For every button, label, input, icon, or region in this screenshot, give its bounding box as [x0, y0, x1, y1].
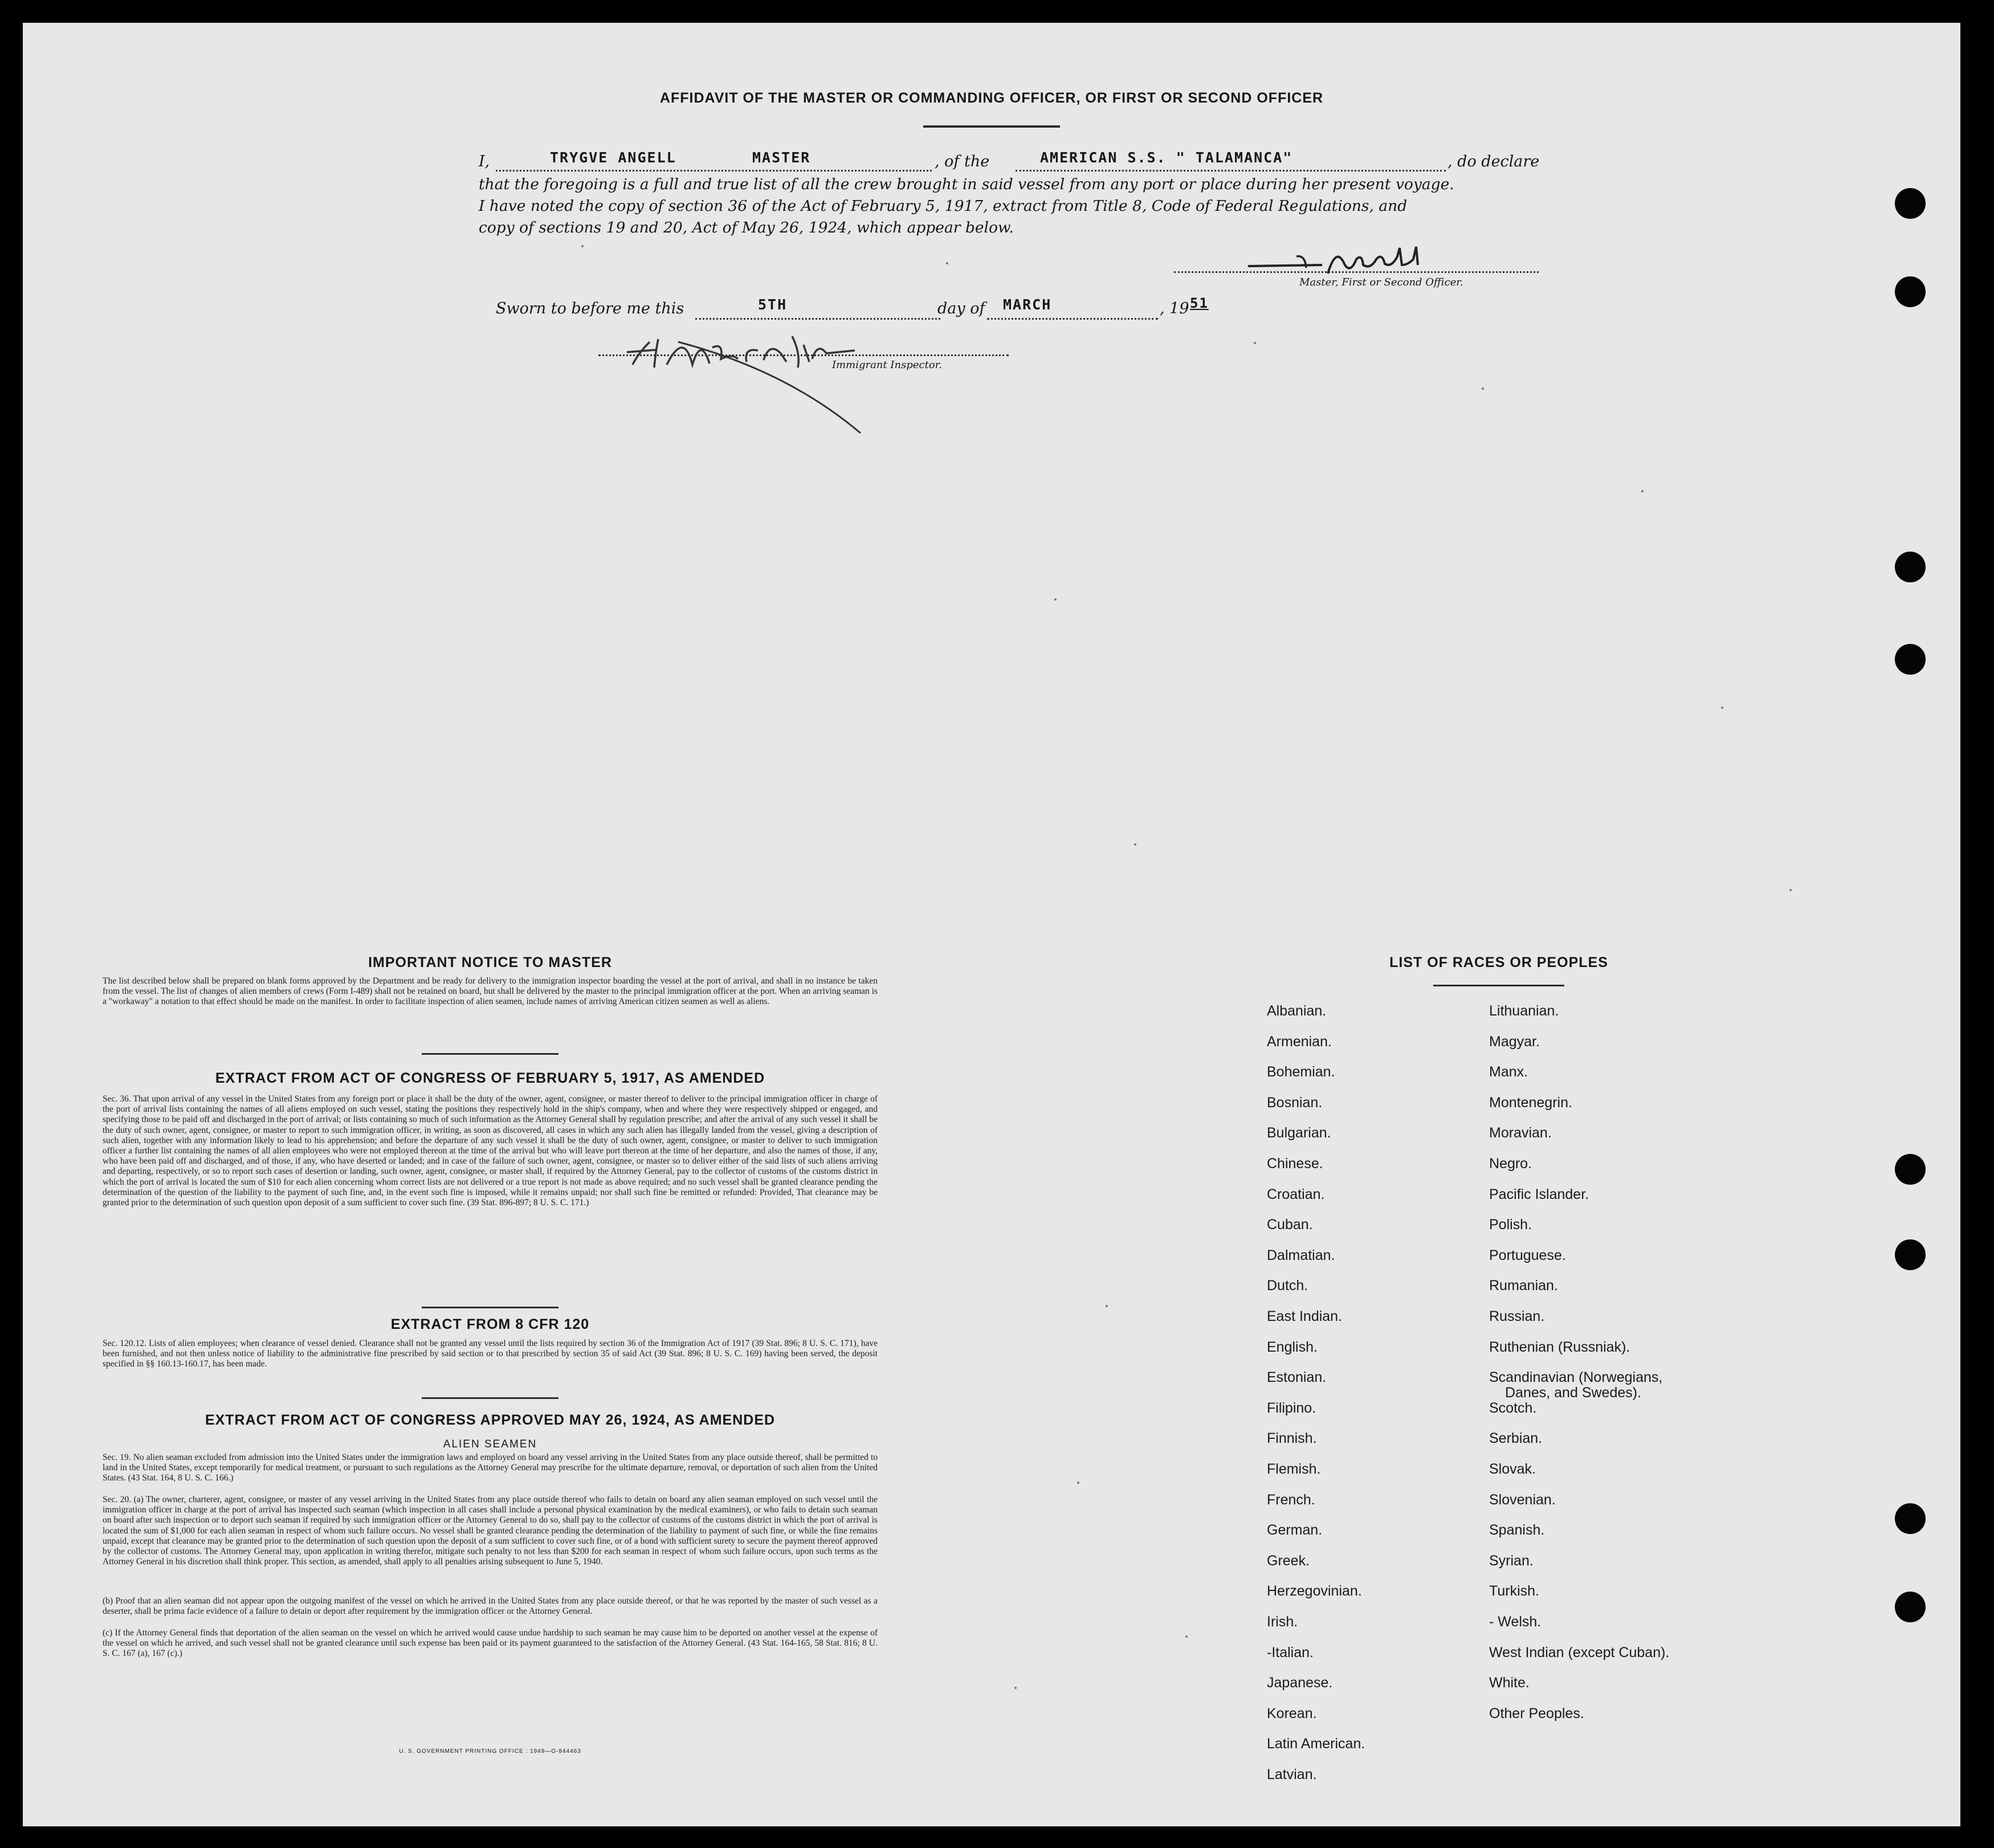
race-item: Portuguese.: [1489, 1247, 1566, 1263]
scan-speck: [1254, 342, 1256, 344]
race-item: Slovenian.: [1489, 1491, 1556, 1508]
i-label: I,: [479, 153, 490, 170]
scan-speck: [1077, 1482, 1079, 1484]
race-item: Latvian.: [1267, 1767, 1317, 1782]
race-item: East Indian.: [1267, 1308, 1343, 1324]
sworn-day: 5TH: [758, 296, 788, 313]
scan-speck: [1185, 1635, 1188, 1638]
race-item: White.: [1489, 1675, 1530, 1691]
race-item: Scotch.: [1489, 1400, 1537, 1416]
race-item: Dalmatian.: [1267, 1247, 1335, 1263]
year-prefix: , 19: [1160, 300, 1189, 317]
inspector-signature: [615, 319, 935, 456]
race-item: Turkish.: [1489, 1583, 1539, 1600]
scan-speck: [1106, 1305, 1108, 1307]
race-item: Bosnian.: [1267, 1094, 1323, 1111]
punch-hole: [1895, 644, 1926, 675]
declaration-line-3: copy of sections 19 and 20, Act of May 26, 1924, which appear below.: [479, 219, 1014, 236]
month-underline: [987, 318, 1158, 320]
race-item: Finnish.: [1267, 1430, 1317, 1447]
scan-speck: [1482, 387, 1484, 390]
race-item: Herzegovinian.: [1267, 1583, 1362, 1600]
extract-1924-sec19: Sec. 19. No alien seaman excluded from admission into the United States under the immigration laws and employed on board any vessel arriving in the United States from any place outside thereof, shall be permitted to land in the United States, except temporarily for medical treatment, or pursuant to such regulations as the Attorney General may prescribe for the ultimate departure, removal, or deportation of such alien from the United States. (43 Stat. 164, 8 U. S. C. 166.): [103, 1453, 878, 1483]
master-rank: MASTER: [752, 149, 811, 166]
scan-speck: [1721, 707, 1723, 709]
punch-hole: [1895, 552, 1926, 582]
alien-seamen-subtitle: ALIEN SEAMEN: [443, 1438, 537, 1450]
of-the-label: , of the: [935, 153, 990, 170]
master-caption: Master, First or Second Officer.: [1299, 276, 1463, 288]
race-item: Bulgarian.: [1267, 1125, 1331, 1141]
notice-text: The list described below shall be prepared on blank forms approved by the Department and be ready for delivery to the immigration inspector boarding the vessel at the port of arrival, and shall in no instance be taken from the vessel. The list of changes of alien members of crews (Form I-489) shall not be retained on board, but shall be delivered by the master to the principal immigration officer at the port. When an arriving seaman is a "workaway" a notation to that effect should be made on the manifest. In order to facilitate inspection of alien seamen, include names of arriving American citizen seamen as well as aliens.: [103, 976, 878, 1007]
race-item: Lithuanian.: [1489, 1003, 1559, 1019]
declaration-line-2: I have noted the copy of section 36 of the Act of February 5, 1917, extract from Title 8, Code of Federal Regulations, and: [479, 197, 1408, 215]
notice-title: IMPORTANT NOTICE TO MASTER: [368, 954, 612, 970]
scan-speck: [946, 262, 948, 264]
extract-1917-text: Sec. 36. That upon arrival of any vessel in the United States from any foreign port or place it shall be the duty of the owner, agent, consignee, or master thereof to deliver to the principal immigration officer in charge of the port of arrival lists containing the names of all aliens employed on such vessel, stating the positions they respectively hold in the ship's company, when and where they were respectively shipped or engaged, and specifying those to be paid off and discharged in the port of arrival; or lists containing so much of such information as the Attorney General shall by regulation prescribe; and after the arrival of any such vessel it shall be the duty of such owner, agent, consignee, or master to report to such immigration officer, in writing, as soon as discovered, all cases in which any such alien has illegally landed from the vessel, giving a description of such alien, together with any information likely to lead to his apprehension; and before the departure of any such vessel it shall be the duty of such owner, agent, consignee, or master to deliver to such immigration officer a further list containing the names of all alien employees who were not employed thereon at the time of the arrival but who will leave port thereon at the time of her departure, and also the names of those, if any, who have been paid off and discharged, and of those, if any, who have deserted or landed; and in case of the failure of such owner, agent, consignee, or master so to deliver either of the said lists of such aliens arriving and departing, respectively, or so to report such cases of desertion or landing, such owner, agent, consignee, or master shall, if required by the Attorney General, pay to the collector of customs of the customs district in which the port of arrival is located the sum of $10 for each alien concerning whom correct lists are not delivered or a true report is not made as above required; and no such vessel shall be granted clearance pending the determination of the question of the liability to the payment of such fine, and, in the event such fine is imposed, while it remains unpaid; nor shall such fine be remitted or refunded: Provided, That clearance may be granted prior to the determination of such question upon deposit of a sum sufficient to cover such fine. (39 Stat. 896-897; 8 U. S. C. 171.): [103, 1094, 878, 1208]
race-item: Chinese.: [1267, 1156, 1323, 1172]
race-item: Other Peoples.: [1489, 1705, 1584, 1721]
race-item: Cuban.: [1267, 1217, 1313, 1233]
race-item: English.: [1267, 1339, 1318, 1355]
extract-1924-title: EXTRACT FROM ACT OF CONGRESS APPROVED MAY 26, 1924, AS AMENDED: [205, 1412, 776, 1428]
race-item: Pacific Islander.: [1489, 1186, 1589, 1202]
race-item: Scandinavian (Norwegians,: [1489, 1369, 1663, 1386]
race-item: French.: [1267, 1491, 1315, 1508]
section-rule: [422, 1053, 558, 1055]
punch-hole: [1895, 1503, 1926, 1534]
race-item: Montenegrin.: [1489, 1094, 1572, 1111]
race-item: Dutch.: [1267, 1278, 1308, 1294]
races-rule: [1433, 985, 1564, 986]
race-item: Bohemian.: [1267, 1064, 1335, 1080]
master-name: TRYGVE ANGELL: [550, 149, 676, 166]
races-left-column: [1267, 1003, 1483, 1812]
race-item: Moravian.: [1489, 1125, 1552, 1141]
race-item: Estonian.: [1267, 1369, 1327, 1386]
race-item: Croatian.: [1267, 1186, 1325, 1202]
extract-1924-sec20b: (b) Proof that an alien seaman did not appear upon the outgoing manifest of the vessel on which he arrived in the United States from any place outside thereof, or that he was reported by the master of such vessel as a deserter, shall be prima facie evidence of a failure to detain or deport after requirement by the immigration officer or the Attorney General.: [103, 1596, 878, 1617]
race-item: German.: [1267, 1522, 1323, 1539]
race-item: Korean.: [1267, 1705, 1317, 1721]
inspector-caption: Immigrant Inspector.: [832, 359, 943, 371]
race-item: Armenian.: [1267, 1033, 1332, 1050]
extract-1917-title: EXTRACT FROM ACT OF CONGRESS OF FEBRUARY 5, 1917, AS AMENDED: [215, 1070, 765, 1086]
race-item: Rumanian.: [1489, 1278, 1558, 1294]
year-suffix: 51: [1190, 295, 1209, 311]
races-right-column: [1489, 1003, 1831, 1812]
extract-1924-sec20a: Sec. 20. (a) The owner, charterer, agent, consignee, or master of any vessel arriving in the United States from any place outside thereof who fails to detain on board any alien seaman employed on such vessel until the immigration officer in charge at the port of arrival has inspected such seaman (which inspection in all cases shall include a personal physical examination by the medical examiners), or who fails to detain such seaman on board after such inspection or to deport such seaman if required by such immigration officer or the Attorney General to do so, shall pay to the collector of customs of the customs district in which the port of arrival is located the sum of $1,000 for each alien seaman in respect of whom such failure occurs. No vessel shall be granted clearance pending the determination of the liability to payment of such fine, or while the fine remains unpaid, except that clearance may be granted prior to the determination of such question upon the deposit of a sum sufficient to cover such fine, or of a bond with sufficient surety to secure the payment thereof approved by the collector of customs. The Attorney General may, upon application in writing therefor, mitigate such penalty to not less than $200 for each seaman in respect of whom such failure occurs, upon such terms as the Attorney General in his discretion shall think proper. This section, as amended, shall apply to all penalties arising subsequent to June 5, 1940.: [103, 1495, 878, 1567]
sworn-label: Sworn to before me this: [496, 300, 684, 317]
printer-imprint: U. S. GOVERNMENT PRINTING OFFICE : 1949—O-844463: [399, 1748, 581, 1755]
race-item: Spanish.: [1489, 1522, 1545, 1539]
extract-cfr-text: Sec. 120.12. Lists of alien employees; when clearance of vessel denied. Clearance shall not be granted any vessel until the lists required by section 36 of the Immigration Act of 1917 (39 Stat. 896; 8 U. S. C. 171), have been furnished, and not then unless notice of liability to the administrative fine prescribed by said section or to that prescribed by section 35 of said Act (39 Stat. 896; 8 U. S. C. 169) having been served, the deposit specified in §§ 160.13-160.17, has been made.: [103, 1339, 878, 1369]
document-page: [23, 23, 1960, 1826]
race-item: Slovak.: [1489, 1461, 1536, 1477]
race-item: Irish.: [1267, 1614, 1298, 1630]
sworn-line: [496, 296, 1305, 319]
extract-cfr-title: EXTRACT FROM 8 CFR 120: [390, 1316, 590, 1332]
declarant-line: [479, 149, 1561, 172]
section-rule: [422, 1307, 558, 1308]
race-item: Albanian.: [1267, 1003, 1327, 1019]
title-rule: [923, 125, 1060, 128]
punch-hole: [1895, 1239, 1926, 1270]
punch-hole: [1895, 276, 1926, 307]
do-declare-label: , do declare: [1447, 153, 1540, 170]
scan-speck: [1641, 490, 1644, 492]
scan-speck: [1054, 598, 1057, 601]
race-item: Syrian.: [1489, 1552, 1534, 1569]
vessel-underline: [1016, 170, 1446, 172]
scan-speck: [1134, 843, 1136, 846]
race-item: -Italian.: [1267, 1644, 1314, 1661]
race-item: Russian.: [1489, 1308, 1545, 1324]
race-item: West Indian (except Cuban).: [1489, 1644, 1670, 1661]
race-item: Greek.: [1267, 1552, 1310, 1569]
race-item: Manx.: [1489, 1064, 1528, 1080]
scan-speck: [581, 245, 584, 247]
sworn-month: MARCH: [1003, 296, 1052, 313]
section-rule: [422, 1397, 558, 1399]
race-item: Negro.: [1489, 1156, 1532, 1172]
declaration-line-1: that the foregoing is a full and true list of all the crew brought in said vessel from any port or place during her present voyage.: [479, 176, 1454, 193]
race-item: Serbian.: [1489, 1430, 1543, 1447]
name-underline: [496, 170, 932, 172]
race-item: Danes, and Swedes).: [1505, 1385, 1642, 1401]
punch-hole: [1895, 1154, 1926, 1185]
race-item: Polish.: [1489, 1217, 1532, 1233]
race-item: Latin American.: [1267, 1736, 1365, 1752]
race-item: Magyar.: [1489, 1033, 1540, 1050]
race-item: Japanese.: [1267, 1675, 1333, 1691]
scan-speck: [1789, 889, 1792, 891]
affidavit-title: AFFIDAVIT OF THE MASTER OR COMMANDING OFFICER, OR FIRST OR SECOND OFFICER: [659, 90, 1324, 106]
race-item: Filipino.: [1267, 1400, 1316, 1416]
scan-speck: [1014, 1687, 1017, 1689]
punch-hole: [1895, 1592, 1926, 1622]
races-title: LIST OF RACES OR PEOPLES: [1389, 954, 1608, 970]
race-item: Flemish.: [1267, 1461, 1321, 1477]
vessel-name: AMERICAN S.S. " TALAMANCA": [1040, 149, 1293, 166]
punch-hole: [1895, 188, 1926, 219]
day-of-label: day of: [937, 300, 985, 317]
race-item: Ruthenian (Russniak).: [1489, 1339, 1630, 1355]
race-item: - Welsh.: [1489, 1614, 1542, 1630]
extract-1924-sec20c: (c) If the Attorney General finds that deportation of the alien seaman on the vessel on which he arrived would cause undue hardship to such seaman he may cause him to be deported on another vessel at the expense of the vessel on which he arrived, and such vessel shall not be granted clearance until such expense has been paid or its payment guaranteed to the satisfaction of the Attorney General. (43 Stat. 164-165, 58 Stat. 816; 8 U. S. C. 167 (a), 167 (c).): [103, 1628, 878, 1659]
